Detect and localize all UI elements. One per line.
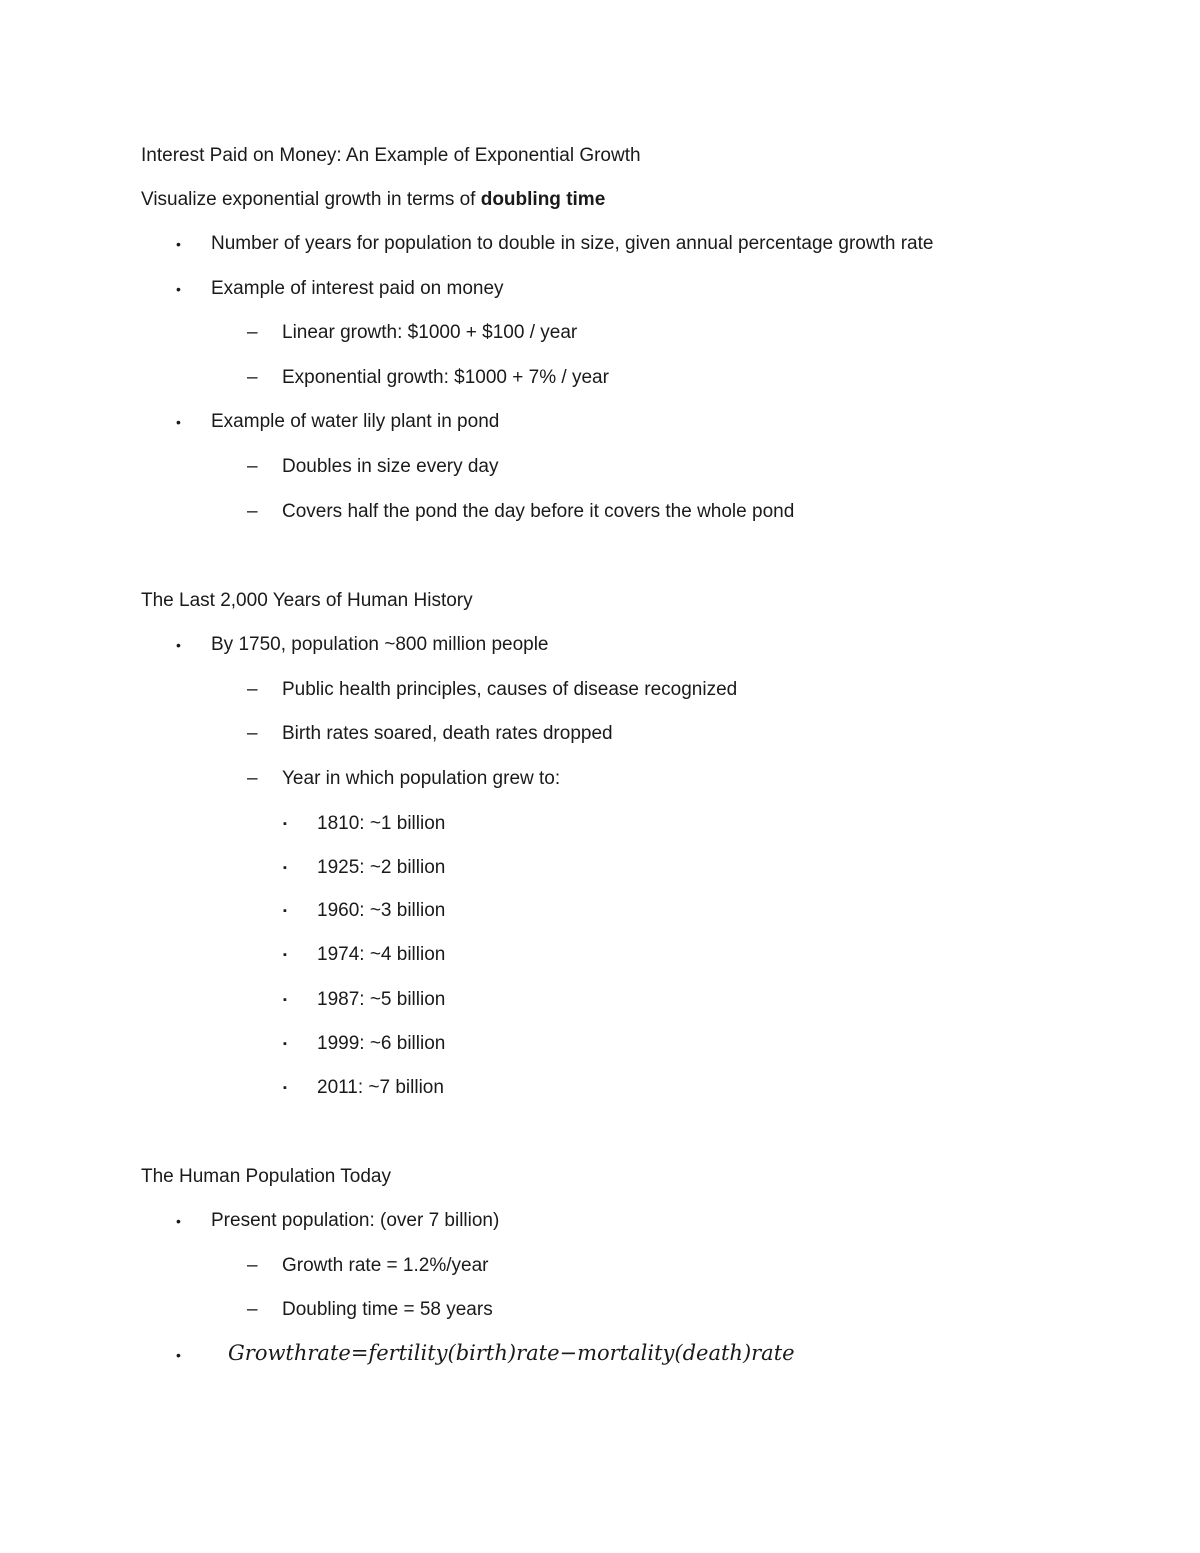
bullet-dot-icon: • bbox=[176, 1213, 181, 1229]
bullet-square-icon: ▪ bbox=[283, 949, 287, 961]
sub-list-item: Covers half the pond the day before it covers the whole pond bbox=[282, 501, 795, 522]
sub-list-item: Doubling time = 58 years bbox=[282, 1299, 493, 1320]
milestone-item: 1999: ~6 billion bbox=[317, 1033, 446, 1054]
list-item: Number of years for population to double in size, given annual percentage growth rate bbox=[211, 233, 934, 254]
bullet-square-icon: ▪ bbox=[283, 1038, 287, 1050]
bullet-dot-icon: • bbox=[176, 414, 181, 430]
intro-doubling-time bbox=[141, 188, 605, 212]
bullet-square-icon: ▪ bbox=[283, 818, 287, 830]
sub-list-item: Public health principles, causes of disease recognized bbox=[282, 679, 738, 700]
bullet-dash-icon: – bbox=[247, 367, 258, 388]
list-item: By 1750, population ~800 million people bbox=[211, 634, 549, 655]
milestone-item: 1987: ~5 billion bbox=[317, 989, 446, 1010]
milestone-item: 1810: ~1 billion bbox=[317, 813, 446, 834]
bullet-square-icon: ▪ bbox=[283, 1082, 287, 1094]
sub-list-item: Doubles in size every day bbox=[282, 456, 499, 477]
intro-bold-term: doubling time bbox=[480, 189, 606, 210]
section-heading-today: The Human Population Today bbox=[141, 1166, 391, 1187]
bullet-dot-icon: • bbox=[176, 637, 181, 653]
bullet-dash-icon: – bbox=[247, 768, 258, 789]
bullet-dash-icon: – bbox=[247, 723, 258, 744]
sub-list-item: Birth rates soared, death rates dropped bbox=[282, 723, 613, 744]
list-item: Example of interest paid on money bbox=[211, 278, 504, 299]
sub-list-item: Year in which population grew to: bbox=[282, 768, 561, 789]
bullet-square-icon: ▪ bbox=[283, 994, 287, 1006]
section-heading-interest: Interest Paid on Money: An Example of Exponential Growth bbox=[141, 145, 641, 166]
bullet-square-icon: ▪ bbox=[283, 905, 287, 917]
bullet-dot-icon: • bbox=[176, 281, 181, 297]
bullet-dash-icon: – bbox=[247, 456, 258, 477]
growth-rate-formula: Growthrate=fertility(birth)rate−mortality(death)rate bbox=[228, 1341, 795, 1365]
sub-list-item: Exponential growth: $1000 + 7% / year bbox=[282, 367, 609, 388]
sub-list-item: Growth rate = 1.2%/year bbox=[282, 1255, 489, 1276]
bullet-dash-icon: – bbox=[247, 1255, 258, 1276]
milestone-item: 2011: ~7 billion bbox=[317, 1077, 444, 1098]
intro-prefix: Visualize exponential growth in terms of bbox=[141, 189, 481, 210]
bullet-dot-icon: • bbox=[176, 1347, 181, 1363]
bullet-dash-icon: – bbox=[247, 322, 258, 343]
milestone-item: 1960: ~3 billion bbox=[317, 900, 446, 921]
milestone-item: 1974: ~4 billion bbox=[317, 944, 446, 965]
bullet-dash-icon: – bbox=[247, 501, 258, 522]
sub-list-item: Linear growth: $1000 + $100 / year bbox=[282, 322, 578, 343]
bullet-square-icon: ▪ bbox=[283, 862, 287, 874]
bullet-dash-icon: – bbox=[247, 679, 258, 700]
bullet-dot-icon: • bbox=[176, 236, 181, 252]
section-heading-history: The Last 2,000 Years of Human History bbox=[141, 590, 473, 611]
list-item: Example of water lily plant in pond bbox=[211, 411, 500, 432]
bullet-dash-icon: – bbox=[247, 1299, 258, 1320]
list-item: Present population: (over 7 billion) bbox=[211, 1210, 500, 1231]
milestone-item: 1925: ~2 billion bbox=[317, 857, 446, 878]
